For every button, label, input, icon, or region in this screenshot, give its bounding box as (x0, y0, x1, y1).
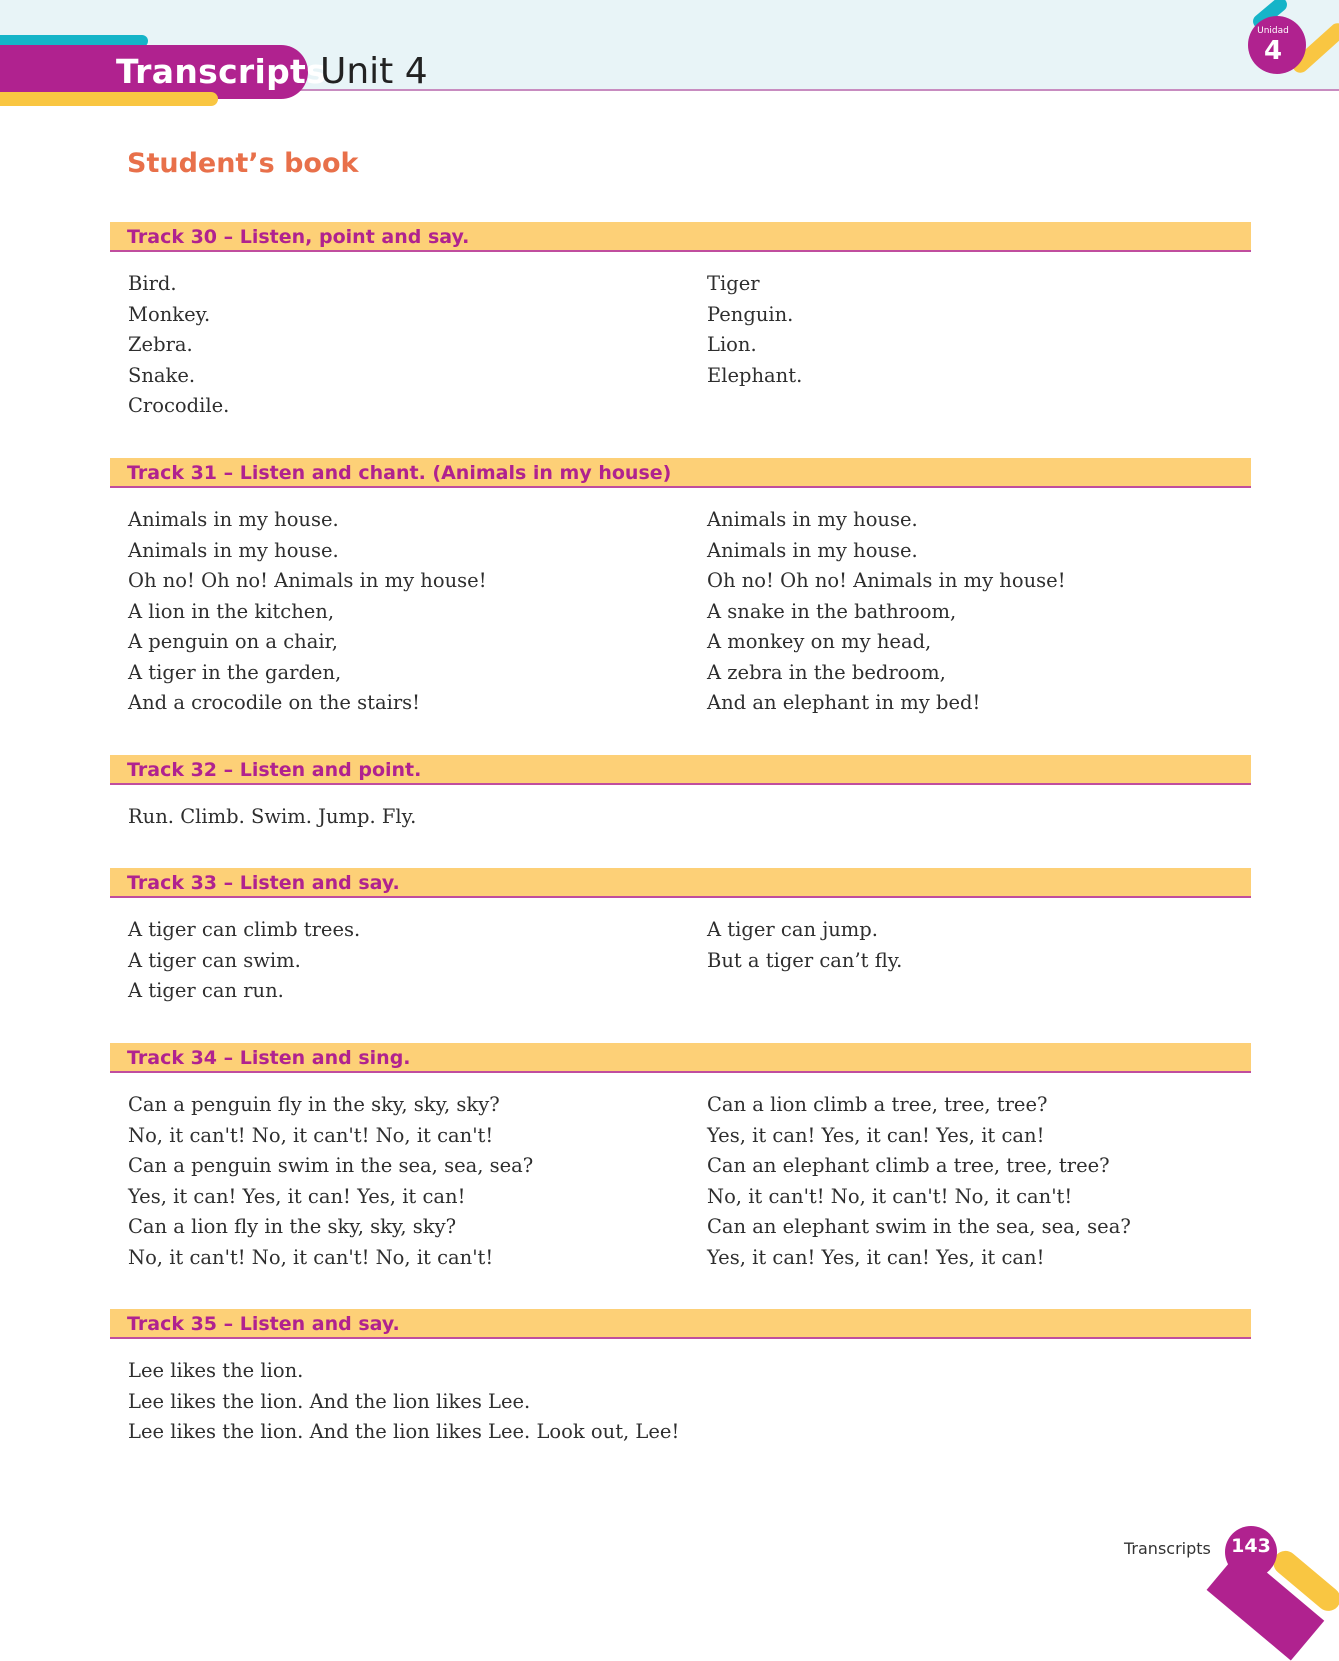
transcript-line: Snake. (128, 363, 196, 387)
transcript-line: Can a lion climb a tree, tree, tree? (707, 1093, 1048, 1116)
transcript-column-left (128, 269, 229, 422)
transcript-column-left (128, 1090, 533, 1273)
transcript-column-right (707, 505, 1066, 719)
transcript-line: Can a penguin swim in the sea, sea, sea? (128, 1154, 534, 1177)
transcript-line: A penguin on a chair, (128, 630, 338, 653)
track-title: Track 33 – Listen and say. (127, 872, 400, 894)
transcript-line: Lee likes the lion. And the lion likes Lee. Look out, Lee! (128, 1420, 680, 1443)
track-title: Track 30 – Listen, point and say. (127, 226, 470, 248)
transcript-line: A tiger can swim. (128, 948, 301, 972)
transcript-line: Yes, it can! Yes, it can! Yes, it can! (707, 1123, 1045, 1147)
track-block (110, 458, 1251, 714)
transcript-line: Animals in my house. (707, 508, 918, 531)
track-block (110, 1043, 1251, 1269)
transcript-line: And an elephant in my bed! (707, 691, 981, 714)
transcript-line: Lee likes the lion. (128, 1359, 304, 1382)
track-header (110, 868, 1251, 898)
transcript-line: Lee likes the lion. And the lion likes Lee. (128, 1389, 531, 1413)
transcript-line: Animals in my house. (707, 538, 918, 562)
page-number: 143 (1231, 1535, 1271, 1557)
transcript-line: No, it can't! No, it can't! No, it can't! (128, 1123, 494, 1147)
transcript-column-left (128, 802, 416, 833)
transcript-line: Can an elephant swim in the sea, sea, sea? (707, 1215, 1131, 1238)
transcript-line: Elephant. (707, 363, 803, 387)
transcript-line: Penguin. (707, 302, 794, 326)
track-header (110, 458, 1251, 488)
transcript-column-left (128, 505, 487, 719)
transcript-line: Crocodile. (128, 394, 230, 417)
transcript-line: Can a lion fly in the sky, sky, sky? (128, 1215, 457, 1238)
transcript-line: Animals in my house. (128, 538, 339, 562)
unit-badge-number: 4 (1263, 36, 1283, 66)
track-block (110, 1309, 1251, 1443)
header-rule (300, 89, 1339, 91)
track-title: Track 34 – Listen and sing. (127, 1047, 411, 1069)
track-header (110, 222, 1251, 252)
transcript-line: But a tiger can’t fly. (707, 948, 903, 972)
transcript-line: And a crocodile on the stairs! (128, 691, 420, 714)
transcript-line: A zebra in the bedroom, (707, 660, 946, 684)
transcript-line: Yes, it can! Yes, it can! Yes, it can! (707, 1245, 1045, 1269)
footer-label: Transcripts (1124, 1539, 1211, 1558)
transcript-line: Animals in my house. (128, 508, 339, 531)
track-header (110, 1043, 1251, 1073)
track-title: Track 31 – Listen and chant. (Animals in my house) (127, 462, 672, 484)
transcript-line: Zebra. (128, 333, 193, 356)
transcript-line: Can an elephant climb a tree, tree, tree? (707, 1154, 1110, 1177)
transcript-line: Oh no! Oh no! Animals in my house! (128, 569, 487, 592)
transcript-line: Oh no! Oh no! Animals in my house! (707, 569, 1066, 592)
track-header (110, 1309, 1251, 1339)
transcript-line: A tiger can climb trees. (128, 918, 361, 941)
transcript-column-left (128, 1356, 679, 1448)
transcript-line: Tiger (707, 272, 760, 295)
track-block (110, 755, 1251, 828)
transcript-line: A snake in the bathroom, (707, 599, 957, 623)
transcript-line: Bird. (128, 272, 177, 295)
transcript-line: Can a penguin fly in the sky, sky, sky? (128, 1093, 500, 1116)
unit-title: Unit 4 (320, 51, 428, 92)
transcript-column-right (707, 1090, 1131, 1273)
transcript-line: A tiger can run. (128, 979, 284, 1002)
transcripts-tag-label: Transcripts (116, 52, 327, 91)
transcript-column-right (707, 269, 802, 391)
transcript-line: A lion in the kitchen, (128, 599, 335, 623)
transcript-line: A tiger can jump. (707, 918, 878, 941)
transcript-line: Yes, it can! Yes, it can! Yes, it can! (128, 1184, 466, 1208)
transcript-column-left (128, 915, 360, 1007)
transcript-line: A monkey on my head, (707, 630, 932, 653)
transcript-line: Monkey. (128, 302, 211, 326)
track-header (110, 755, 1251, 785)
section-title: Student’s book (127, 148, 359, 179)
transcript-line: No, it can't! No, it can't! No, it can't! (128, 1245, 494, 1269)
transcript-line: No, it can't! No, it can't! No, it can't! (707, 1184, 1073, 1208)
transcript-line: A tiger in the garden, (128, 660, 342, 684)
transcript-column-right (707, 915, 902, 976)
transcript-line: Run. Climb. Swim. Jump. Fly. (128, 805, 417, 828)
track-block (110, 868, 1251, 1002)
track-title: Track 35 – Listen and say. (127, 1313, 400, 1335)
transcript-line: Lion. (707, 333, 757, 356)
unit-badge-label: Unidad (1257, 26, 1289, 36)
track-block (110, 222, 1251, 417)
track-title: Track 32 – Listen and point. (127, 759, 422, 781)
